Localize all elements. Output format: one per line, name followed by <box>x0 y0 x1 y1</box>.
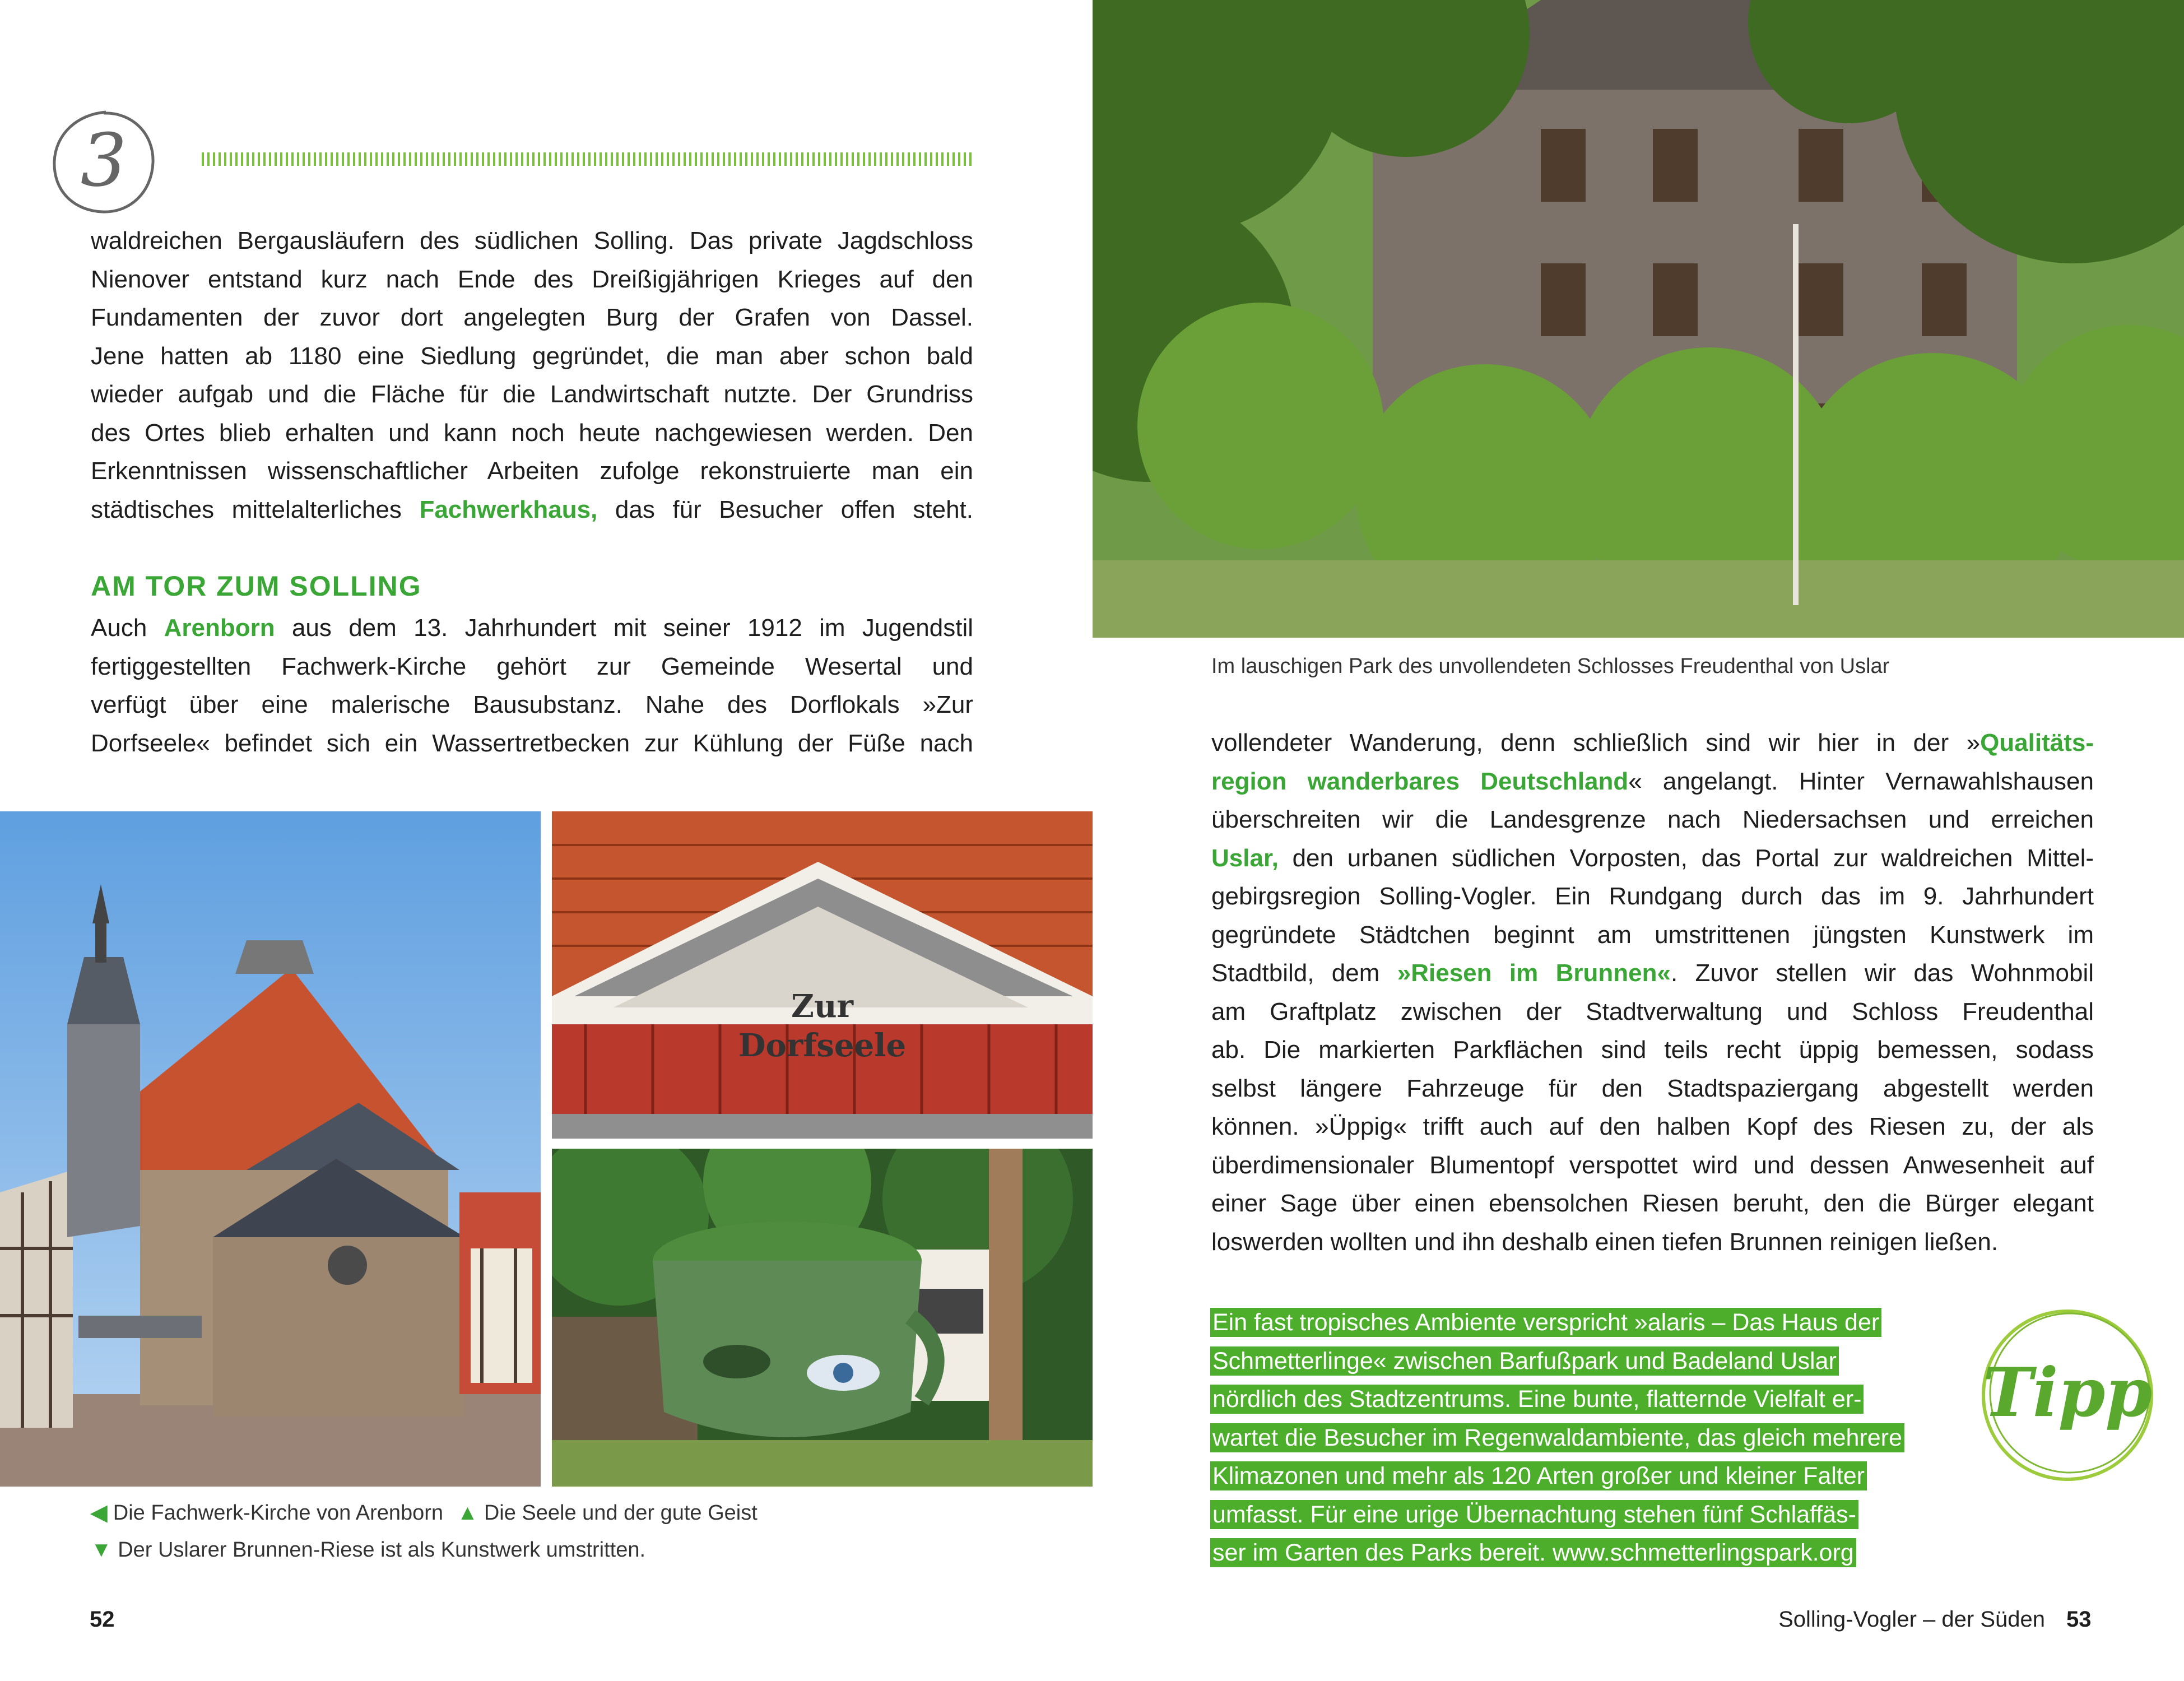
left-caption-line2 <box>91 1538 645 1562</box>
arrow-down-icon: ▼ <box>91 1538 112 1562</box>
right-photo-caption: Im lauschigen Park des unvollendeten Schlosses Freudenthal von Uslar <box>1211 654 1890 678</box>
text-line: überschreiten wir die Landesgrenze nach Niedersachsen und erreichen <box>1211 806 2094 833</box>
text-line: einer Sage über einen ebensolchen Riesen beruht, den die Bürger elegant <box>1211 1190 2094 1217</box>
arrow-up-icon: ▲ <box>457 1501 478 1525</box>
text-line: städtisches mittelalterliches Fachwerkhaus, das für Besucher offen steht. <box>91 495 973 523</box>
link-uslar: Uslar, <box>1211 844 1279 872</box>
text-line: überdimensionaler Blumentopf verspottet wird und dessen Anwesenheit auf <box>1211 1151 2094 1179</box>
tip-line: ser im Garten des Parks bereit. www.schmetterlingspark.org <box>1210 1534 1961 1572</box>
link-arenborn: Arenborn <box>164 614 275 642</box>
text-line: des Ortes blieb erhalten und kann noch heute nachgewiesen werden. Den <box>91 419 973 447</box>
text-line: Dorfseele« befindet sich ein Wassertretbecken zur Kühlung der Füße nach <box>91 729 973 757</box>
chapter-badge <box>48 106 160 219</box>
chapter-rule <box>202 152 972 166</box>
caption-giant: Der Uslarer Brunnen-Riese ist als Kunstwerk umstritten. <box>118 1538 646 1562</box>
sign-text-line1: Zur <box>791 988 854 1025</box>
tip-line: nördlich des Stadtzentrums. Eine bunte, flatternde Vielfalt er- <box>1210 1380 1961 1419</box>
tipp-badge <box>1972 1300 2163 1490</box>
sign-text-line2: Dorfseele <box>738 1027 907 1064</box>
church-photo <box>0 811 541 1487</box>
text-line: verfügt über eine malerische Bausubstanz. Nahe des Dorflokals »Zur <box>91 691 973 718</box>
tip-line: Ein fast tropisches Ambiente verspricht »alaris – Das Haus der <box>1210 1303 1961 1342</box>
caption-church: Die Fachwerk-Kirche von Arenborn <box>113 1501 444 1525</box>
page-number-right: 53 <box>2066 1607 2092 1632</box>
left-caption-line1 <box>91 1500 758 1525</box>
link-qualitaetsregion-2: region wanderbares Deutschland <box>1211 767 1629 795</box>
church-illustration <box>0 811 541 1487</box>
text-line: Jene hatten ab 1180 eine Siedlung gegründet, die man aber schon bald <box>91 342 973 370</box>
text-line: Erkenntnissen wissenschaftlicher Arbeiten zufolge rekonstruierte man ein <box>91 457 973 485</box>
text-line: Fundamenten der zuvor dort angelegten Burg der Grafen von Dassel. <box>91 304 973 331</box>
caption-sign: Die Seele und der gute Geist <box>484 1501 758 1525</box>
tip-line: Schmetterlinge« zwischen Barfußpark und Badeland Uslar <box>1210 1342 1961 1381</box>
text-line: loswerden wollten und ihn deshalb einen tiefen Brunnen reinigen ließen. <box>1211 1228 1999 1256</box>
sign-illustration <box>552 811 1093 1139</box>
park-illustration <box>1093 0 2184 638</box>
left-column-text-2 <box>91 609 973 763</box>
text-line: am Graftplatz zwischen der Stadtverwaltung und Schloss Freudenthal <box>1211 997 2094 1025</box>
text-line: ab. Die markierten Parkflächen sind teils recht üppig bemessen, sodass <box>1211 1036 2094 1064</box>
link-riesen-im-brunnen: »Riesen im Brunnen« <box>1397 959 1671 987</box>
link-qualitaetsregion: Qualitäts- <box>1980 729 2094 756</box>
text-line: Uslar, den urbanen südlichen Vorposten, das Portal zur waldreichen Mittel- <box>1211 844 2094 872</box>
text-line: fertiggestellten Fachwerk-Kirche gehört zur Gemeinde Wesertal und <box>91 652 973 680</box>
text-line: waldreichen Bergausläufern des südlichen Solling. Das private Jagdschloss <box>91 227 973 254</box>
left-column-text <box>91 222 973 529</box>
tipp-label: Tipp <box>1982 1353 2153 1432</box>
brunnen-riese-photo <box>552 1149 1093 1487</box>
schloss-freudenthal-photo <box>1093 0 2184 638</box>
text-line: Nienover entstand kurz nach Ende des Dreißigjährigen Krieges auf den <box>91 265 973 293</box>
tip-line: Klimazonen und mehr als 120 Arten großer und kleiner Falter <box>1210 1457 1961 1496</box>
running-head: Solling-Vogler – der Süden <box>1778 1607 2045 1632</box>
tip-box <box>1210 1303 1961 1572</box>
tip-line: wartet die Besucher im Regenwaldambiente, das gleich mehrere <box>1210 1419 1961 1457</box>
text-line: gebirgsregion Solling-Vogler. Ein Rundgang durch das im 9. Jahrhundert <box>1211 883 2094 910</box>
text-line: wieder aufgab und die Fläche für die Landwirtschaft nutzte. Der Grundriss <box>91 380 973 408</box>
text-line: gegründete Städtchen beginnt am umstrittenen jüngsten Kunstwerk im <box>1211 921 2094 949</box>
chapter-number: 3 <box>80 118 127 203</box>
tip-line: umfasst. Für eine urige Übernachtung stehen fünf Schlaffäs- <box>1210 1496 1961 1534</box>
page-number-left: 52 <box>90 1607 115 1632</box>
giant-illustration <box>552 1149 1093 1487</box>
link-fachwerkhaus: Fachwerkhaus, <box>419 495 598 523</box>
text-line: vollendeter Wanderung, denn schließlich sind wir hier in der »Qualitäts- <box>1211 729 2094 756</box>
arrow-left-icon: ◀ <box>91 1501 108 1525</box>
dorfseele-sign-photo <box>552 811 1093 1139</box>
text-line: Stadtbild, dem »Riesen im Brunnen«. Zuvor stellen wir das Wohnmobil <box>1211 959 2094 987</box>
text-line: selbst längere Fahrzeuge für den Stadtspaziergang abgestellt werden <box>1211 1074 2094 1102</box>
section-heading: AM TOR ZUM SOLLING <box>91 570 422 602</box>
text-line: region wanderbares Deutschland« angelangt. Hinter Vernawahlshausen <box>1211 767 2094 795</box>
text-line: Auch Arenborn aus dem 13. Jahrhundert mit seiner 1912 im Jugendstil <box>91 614 973 642</box>
right-column-text <box>1211 724 2094 1261</box>
text-line: können. »Üppig« trifft auch auf den halben Kopf des Riesen zu, der als <box>1211 1113 2094 1140</box>
